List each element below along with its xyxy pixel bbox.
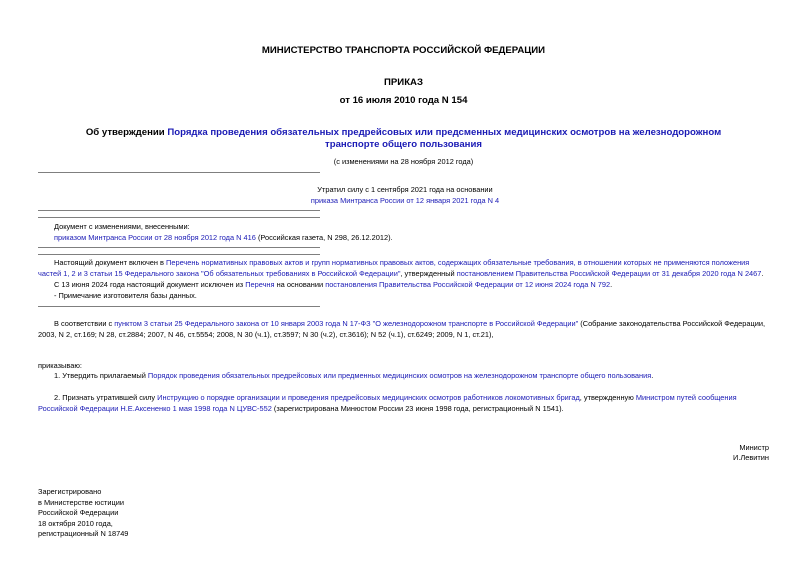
document-title	[60, 127, 747, 151]
registration-line: 18 октября 2010 года,	[38, 518, 113, 528]
body-text: (зарегистрирована Минюстом России 23 июня 1998 года, регистрационный N 1541).	[271, 403, 564, 413]
divider	[38, 254, 320, 255]
registration-line: Российской Федерации	[38, 508, 119, 517]
order-heading: ПРИКАЗ	[384, 77, 423, 88]
divider	[38, 306, 320, 307]
postanovlenie-2467-link[interactable]: постановлением Правительства Российской Федерации от 31 декабря 2020 года N 2467	[456, 268, 762, 278]
perechen-link[interactable]: Перечень нормативных правовых актов и групп нормативных правовых актов, содержащих обязательные требования, в отношении которых не применяются положения частей 1, 2 и 3 статьи 15 Федерального закона "Об обязательных требованиях в Российской Федерации"	[38, 258, 750, 278]
note-paragraph-3: - Примечание изготовителя базы данных.	[54, 291, 197, 300]
item-2	[38, 393, 768, 414]
orders-line: приказываю:	[38, 361, 82, 370]
divider	[38, 210, 320, 211]
body-text: , утвержденную	[579, 393, 636, 402]
signature-position: Министр	[739, 443, 769, 452]
divider	[38, 247, 320, 248]
amendments-tail: (Российская газета, N 298, 26.12.2012).	[255, 232, 393, 242]
note-text: на основании	[274, 280, 326, 289]
body-text: .	[651, 371, 654, 380]
note-paragraph-1	[38, 258, 768, 279]
ministry-heading: МИНИСТЕРСТВО ТРАНСПОРТА РОССИЙСКОЙ ФЕДЕРАЦИИ	[261, 45, 546, 56]
registration-block	[38, 487, 128, 540]
registration-line: в Министерстве юстиции	[38, 497, 125, 507]
lapsed-text: Утратил силу с 1 сентября 2021 года на основании	[317, 185, 493, 194]
registration-line: регистрационный N 18749	[38, 529, 129, 538]
note-text: .	[761, 268, 764, 278]
amendments-link[interactable]: приказом Минтранса России от 28 ноября 2012 года N 416	[54, 232, 256, 242]
registration-line: Зарегистрировано	[38, 487, 102, 496]
note-paragraph-2	[38, 280, 768, 291]
order-date: от 16 июля 2010 года N 154	[339, 95, 468, 106]
body-text: 1. Утвердить прилагаемый	[54, 371, 148, 380]
divider	[38, 172, 320, 173]
lapsed-link[interactable]: приказа Минтранса России от 12 января 2021 года N 4	[310, 195, 500, 205]
body-paragraph-1	[38, 319, 768, 340]
federal-law-link[interactable]: пунктом 3 статьи 25 Федерального закона от 10 января 2003 года N 17-ФЗ "О железнодорожном транспорте в Российской Федерации"	[114, 319, 579, 328]
title-link[interactable]: Порядка проведения обязательных предрейсовых или предсменных медицинских осмотров на железнодорожном транспорте общего пользования	[167, 127, 722, 150]
divider	[38, 217, 320, 218]
note-text: , утвержденный	[400, 268, 457, 278]
item-1	[38, 371, 768, 382]
note-text: С 13 июня 2024 года настоящий документ исключен из	[54, 280, 246, 289]
poryadok-link[interactable]: Порядок проведения обязательных предрейсовых или предменных медицинских осмотров на железнодорожном транспорте общего пользования	[147, 371, 652, 380]
lapsed-note	[300, 185, 510, 206]
mps-link[interactable]: Министром путей сообщения Российской Федерации Н.Е.Аксененко 1 мая 1998 года N ЦУВС-552	[38, 393, 737, 413]
body-text: 2. Признать утратившей силу	[54, 393, 158, 402]
body-text: В соответствии с	[54, 319, 115, 328]
amendments-block	[38, 222, 768, 243]
signature-name: И.Левитин	[733, 453, 769, 462]
note-text: Настоящий документ включен в	[54, 258, 167, 267]
amendments-text: Документ с изменениями, внесенными:	[54, 222, 190, 231]
perechnya-link[interactable]: Перечня	[245, 280, 275, 289]
note-text: .	[610, 280, 613, 289]
postanovlenie-792-link[interactable]: постановления Правительства Российской Федерации от 12 июня 2024 года N 792	[325, 280, 611, 289]
body-text: (Собрание законодательства Российской Федерации, 2003, N 2, ст.169; N 28, ст.2884; 2007, N 46, ст.5554; 2008, N 30 (ч.1), ст.3597; N 30 (ч.2), ст.3616); N 52 (ч.1), ст.6249; 2009, N 1, ст.21),	[38, 319, 766, 339]
changes-note: (с изменениями на 28 ноября 2012 года)	[333, 157, 474, 166]
instruction-link[interactable]: Инструкцию о порядке организации и проведения предрейсовых медицинских осмотров работников локомотивных бригад	[157, 393, 580, 402]
title-prefix: Об утверждении	[85, 127, 168, 138]
